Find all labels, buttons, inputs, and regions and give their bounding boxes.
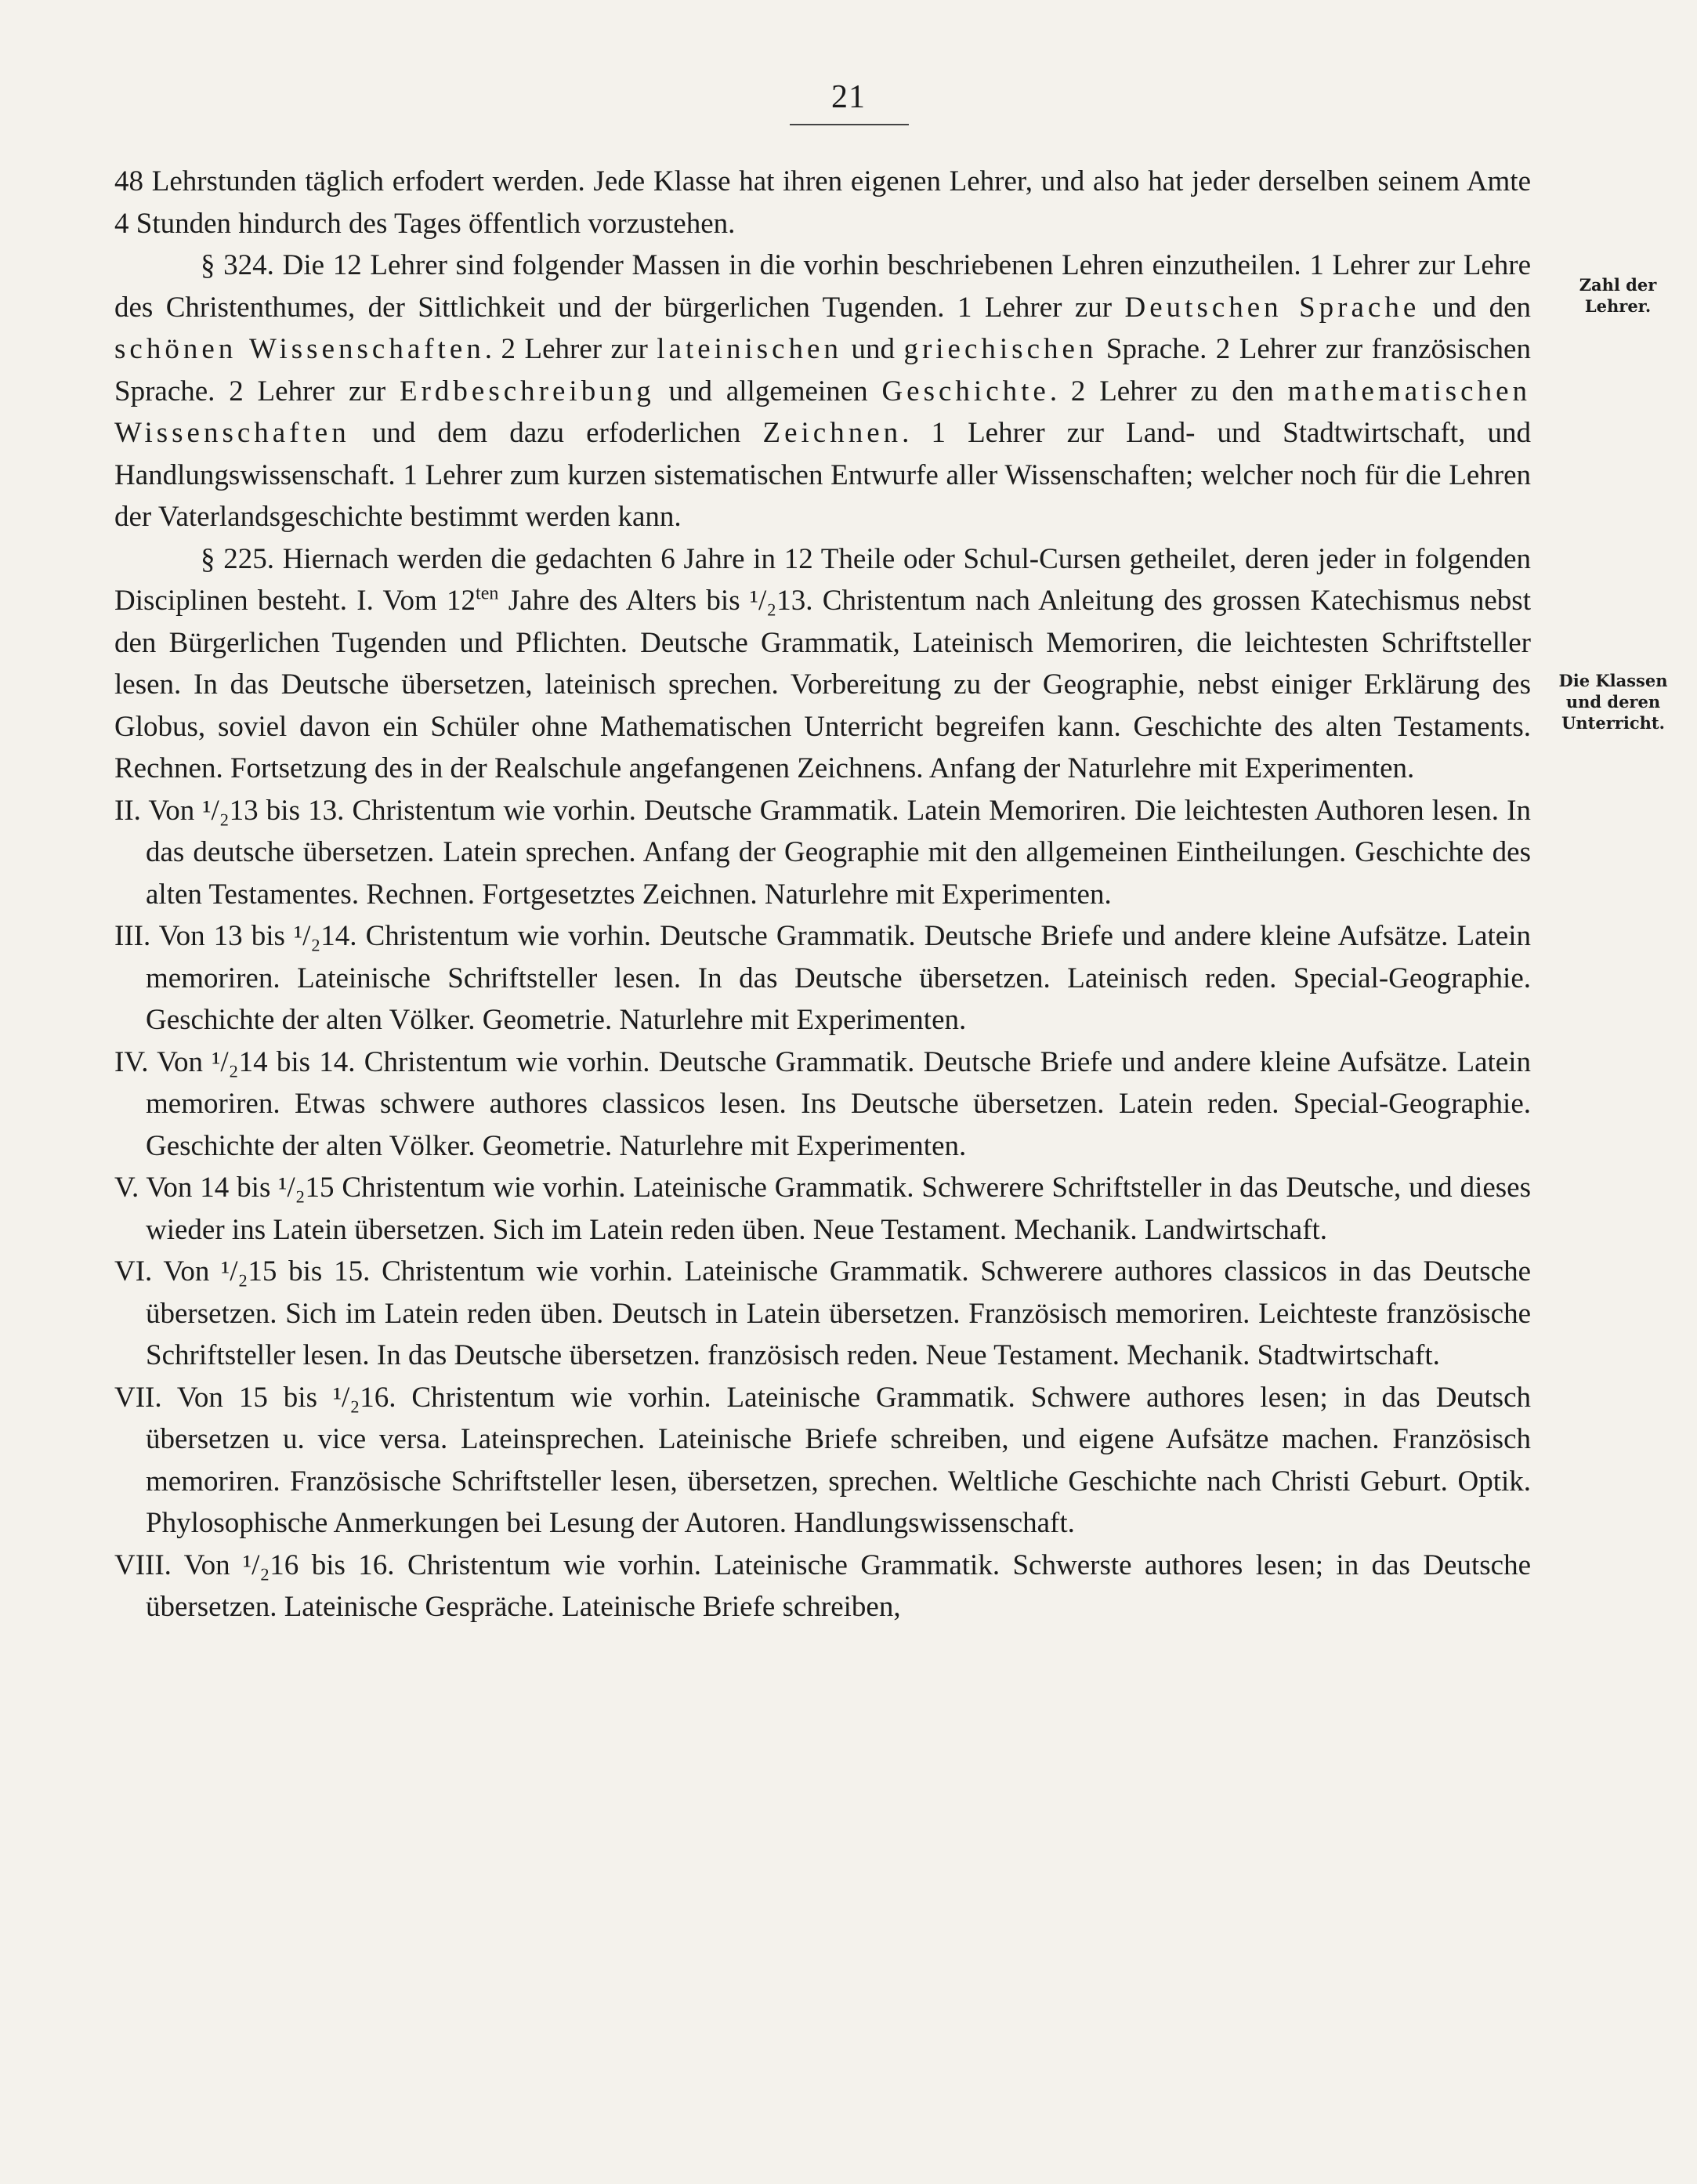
spaced-term: griechischen <box>903 333 1098 365</box>
page-number: 21 <box>831 79 866 115</box>
paragraph-section-324 <box>114 244 1531 538</box>
spaced-term: mathematischen Wissenschaften <box>114 375 1531 449</box>
course-item-vi: VI. Von ¹/₂15 bis 15. Christentum wie vorhin. Lateinische Grammatik. Schwerere authores classicos in das Deutsche übersetzen. Sich im Latein reden üben. Deutsch in Latein übersetzen. Französisch memoriren. Leichteste französische Schriftsteller lesen. In das Deutsche übersetzen. französisch reden. Neue Testament. Mechanik. Stadtwirtschaft. <box>114 1255 1531 1371</box>
text-run: . 2 Lehrer zur <box>484 333 657 365</box>
text-run: und den <box>1420 291 1531 324</box>
superscript: ten <box>476 583 499 604</box>
margin-note-line: Unterricht. <box>1561 713 1665 733</box>
course-item-ii: II. Von ¹/₂13 bis 13. Christentum wie vorhin. Deutsche Grammatik. Latein Memoriren. Die leichtesten Authoren lesen. In das deutsche übersetzen. Latein sprechen. Anfang der Geographie mit den allgemeinen Eintheilungen. Geschichte des alten Testamentes. Rechnen. Fortgesetztes Zeichnen. Naturlehre mit Experimenten. <box>114 794 1531 911</box>
text-run: § 225. Hiernach werden die gedachten 6 Jahre in 12 Theile oder Schul-Cursen getheilet, deren jeder in folgenden Disciplinen besteht. I. Vom 12 <box>114 542 1531 617</box>
margin-note-line: Lehrer. <box>1584 296 1652 316</box>
text-run: und <box>841 333 904 365</box>
course-item-viii: VIII. Von ¹/₂16 bis 16. Christentum wie vorhin. Lateinische Grammatik. Schwerste authores lesen; in das Deutsche übersetzen. Lateinische Gespräche. Lateinische Briefe schreiben, <box>114 1548 1531 1623</box>
text-run: . 2 Lehrer zu den <box>1049 375 1288 407</box>
paragraph-continuation: 48 Lehrstunden täglich erfodert werden. Jede Klasse hat ihren eigenen Lehrer, und also hat jeder derselben seinem Amte 4 Stunden hindurch des Tages öffentlich vorzustehen. <box>114 165 1531 240</box>
text-run: Jahre des Alters bis <box>498 585 750 617</box>
text-run: . 1 Lehrer zur Land- und Stadtwirtschaft, und Handlungswissenschaft. 1 Lehrer zum kurzen sistematischen Entwurfe aller Wissenschaften; welcher noch für die Lehren der Vaterlandsgeschichte bestimmt werden kann. <box>114 417 1531 533</box>
spaced-term: Deutschen Sprache <box>1124 291 1420 324</box>
text-run: . Christentum nach Anleitung des grossen Katechismus nebst den Bürgerlichen Tugenden und Pflichten. Deutsche Grammatik, Lateinisch Memoriren, die leichtesten Schriftsteller lesen. In das Deutsche übersetzen, lateinisch sprechen. Vorbereitung zu der Geographie, nebst einiger Erklärung des Globus, soviel davon ein Schüler ohne Mathematischen Unterricht begreifen kann. Geschichte des alten Testaments. Rechnen. Fortsetzung des in der Realschule angefangenen Zeichnens. Anfang der Naturlehre mit Experimenten. <box>114 585 1531 784</box>
text-run: Sprache. 2 Lehrer zur französischen Sprache. 2 Lehrer zur <box>114 333 1531 407</box>
course-item-vii: VII. Von 15 bis ¹/₂16. Christentum wie vorhin. Lateinische Grammatik. Schwere authores lesen; in das Deutsch übersetzen u. vice versa. Lateinsprechen. Lateinische Briefe schreiben, und eigene Aufsätze machen. Französisch memoriren. Französische Schriftsteller lesen, übersetzen, sprechen. Weltliche Geschichte nach Christi Geburt. Optik. Phylosophische Anmerkungen bei Lesung der Autoren. Handlungswissenschaft. <box>114 1381 1531 1539</box>
course-item-iii: III. Von 13 bis ¹/₂14. Christentum wie vorhin. Deutsche Grammatik. Deutsche Briefe und andere kleine Aufsätze. Latein memoriren. Lateinische Schriftsteller lesen. In das Deutsche übersetzen. Lateinisch reden. Special-Geographie. Geschichte der alten Völker. Geometrie. Naturlehre mit Experimenten. <box>114 920 1531 1036</box>
margin-note-line: Die Klassen <box>1558 671 1668 690</box>
spaced-term: schönen Wissenschaften <box>114 333 485 365</box>
spaced-term: lateinischen <box>657 333 842 365</box>
course-item-iv: IV. Von ¹/₂14 bis 14. Christentum wie vorhin. Deutsche Grammatik. Deutsche Briefe und andere kleine Aufsätze. Latein memoriren. Etwas schwere authores classicos lesen. Ins Deutsche übersetzen. Latein reden. Special-Geographie. Geschichte der alten Völker. Geometrie. Naturlehre mit Experimenten. <box>114 1045 1531 1162</box>
margin-note-line: und deren <box>1565 692 1661 712</box>
fraction: ¹/₂13 <box>749 585 806 617</box>
spaced-term: Geschichte <box>881 375 1050 407</box>
course-item-v: V. Von 14 bis ¹/₂15 Christentum wie vorhin. Lateinische Grammatik. Schwerere Schriftsteller in das Deutsche, und dieses wieder ins Latein übersetzen. Sich im Latein reden üben. Neue Testament. Mechanik. Landwirtschaft. <box>114 1172 1531 1246</box>
margin-note-zahl-der-lehrer <box>1559 274 1677 317</box>
text-run: und dem dazu erfoderlichen <box>349 417 763 449</box>
margin-note-klassen-unterricht <box>1539 670 1688 733</box>
page-number-rule <box>790 124 909 125</box>
text-run: § 324. Die 12 Lehrer sind folgender Massen in die vorhin beschriebenen Lehren einzutheilen. 1 Lehrer zur Lehre des Christenthumes, der Sittlichkeit und der bürgerlichen Tugenden. 1 Lehrer zur <box>114 249 1531 324</box>
text-run: und allgemeinen <box>654 375 882 407</box>
body-text <box>114 161 1531 1628</box>
margin-note-line: Zahl der <box>1579 275 1657 295</box>
spaced-term: Erdbeschreibung <box>400 375 655 407</box>
spaced-term: Zeichnen <box>762 417 903 449</box>
paragraph-section-225 <box>114 538 1531 790</box>
